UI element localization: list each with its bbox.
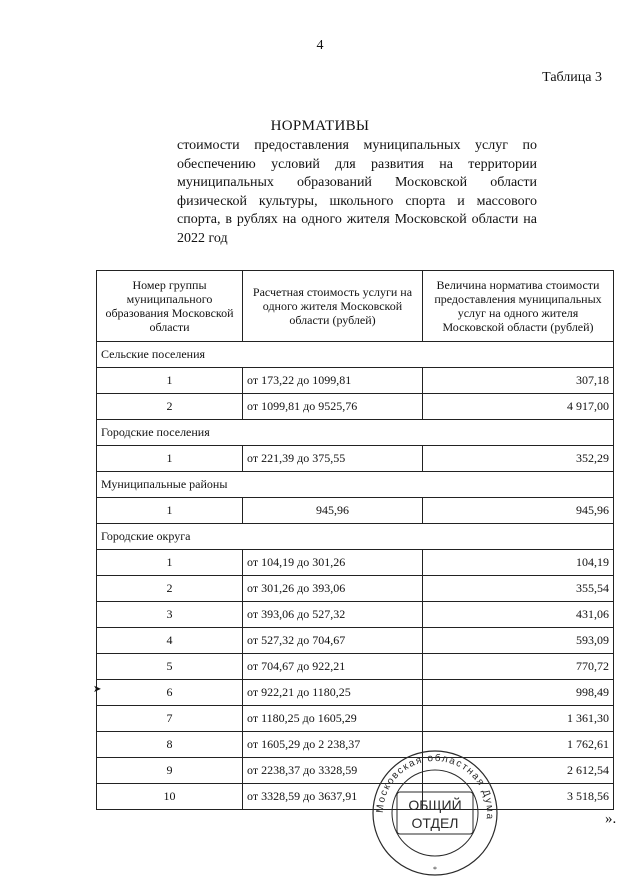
table-row <box>97 602 614 628</box>
section-title: Сельские поселения <box>97 342 614 368</box>
cell-norm-value: 770,72 <box>423 654 614 680</box>
cell-norm-value: 998,49 <box>423 680 614 706</box>
cell-group-number: 4 <box>97 628 243 654</box>
table-row <box>97 550 614 576</box>
table-row <box>97 394 614 420</box>
stamp-star-icon: * <box>433 865 437 874</box>
stamp-line-1: ОБЩИЙ <box>408 797 462 813</box>
closing-mark: ». <box>605 811 617 827</box>
table-row <box>97 446 614 472</box>
table-row <box>97 706 614 732</box>
norms-table <box>96 270 614 810</box>
stamp-line-2: ОТДЕЛ <box>411 815 459 831</box>
section-title: Городские округа <box>97 524 614 550</box>
cell-estimated-cost: от 2238,37 до 3328,59 <box>243 758 423 784</box>
cell-norm-value: 2 612,54 <box>423 758 614 784</box>
cell-estimated-cost: от 104,19 до 301,26 <box>243 550 423 576</box>
cell-estimated-cost: от 1605,29 до 2 238,37 <box>243 732 423 758</box>
section-title: Муниципальные районы <box>97 472 614 498</box>
header-estimated-cost: Расчетная стоимость услуги на одного жителя Московской области (рублей) <box>243 271 423 342</box>
margin-mark: ➤ <box>93 684 102 695</box>
table-body <box>97 342 614 810</box>
cell-group-number: 6 <box>97 680 243 706</box>
office-stamp <box>370 748 500 878</box>
cell-group-number: 10 <box>97 784 243 810</box>
table-row <box>97 576 614 602</box>
section-row <box>97 342 614 368</box>
cell-estimated-cost: от 704,67 до 922,21 <box>243 654 423 680</box>
table-row <box>97 628 614 654</box>
cell-estimated-cost: от 393,06 до 527,32 <box>243 602 423 628</box>
stamp-inner-ring <box>392 770 478 856</box>
cell-estimated-cost: от 301,26 до 393,06 <box>243 576 423 602</box>
page-number: 4 <box>316 38 324 53</box>
table-row <box>97 654 614 680</box>
table-row <box>97 784 614 810</box>
cell-norm-value: 3 518,56 <box>423 784 614 810</box>
table-label: Таблица 3 <box>542 70 602 85</box>
cell-estimated-cost: 945,96 <box>243 498 423 524</box>
section-row <box>97 420 614 446</box>
header-group-number: Номер группы муниципального образования Московской области <box>97 271 243 342</box>
cell-group-number: 7 <box>97 706 243 732</box>
stamp-ring-text: Московская областная Дума <box>374 752 496 822</box>
cell-norm-value: 352,29 <box>423 446 614 472</box>
cell-estimated-cost: от 1099,81 до 9525,76 <box>243 394 423 420</box>
cell-group-number: 1 <box>97 446 243 472</box>
cell-norm-value: 593,09 <box>423 628 614 654</box>
cell-group-number: 5 <box>97 654 243 680</box>
cell-norm-value: 104,19 <box>423 550 614 576</box>
table-header-row <box>97 271 614 342</box>
cell-group-number: 1 <box>97 550 243 576</box>
table-row <box>97 680 614 706</box>
table-row <box>97 498 614 524</box>
cell-estimated-cost: от 1180,25 до 1605,29 <box>243 706 423 732</box>
cell-group-number: 3 <box>97 602 243 628</box>
cell-estimated-cost: от 3328,59 до 3637,91 <box>243 784 423 810</box>
cell-group-number: 2 <box>97 394 243 420</box>
cell-norm-value: 1 361,30 <box>423 706 614 732</box>
cell-norm-value: 307,18 <box>423 368 614 394</box>
cell-norm-value: 355,54 <box>423 576 614 602</box>
table-row <box>97 368 614 394</box>
section-row <box>97 524 614 550</box>
cell-group-number: 9 <box>97 758 243 784</box>
cell-group-number: 2 <box>97 576 243 602</box>
document-title: НОРМАТИВЫ <box>270 118 370 134</box>
cell-group-number: 1 <box>97 368 243 394</box>
cell-group-number: 1 <box>97 498 243 524</box>
cell-norm-value: 431,06 <box>423 602 614 628</box>
cell-estimated-cost: от 527,32 до 704,67 <box>243 628 423 654</box>
table-row <box>97 758 614 784</box>
cell-estimated-cost: от 173,22 до 1099,81 <box>243 368 423 394</box>
section-title: Городские поселения <box>97 420 614 446</box>
table-row <box>97 732 614 758</box>
header-norm-value: Величина норматива стоимости предоставления муниципальных услуг на одного жителя Московской области (рублей) <box>423 271 614 342</box>
cell-estimated-cost: от 922,21 до 1180,25 <box>243 680 423 706</box>
cell-norm-value: 1 762,61 <box>423 732 614 758</box>
document-subtitle: стоимости предоставления муниципальных услуг по обеспечению условий для развития на территории муниципальных образований Московской области физической культуры, школьного спорта и массового спорта, в рублях на одного жителя Московской области на 2022 год <box>177 138 537 246</box>
cell-norm-value: 4 917,00 <box>423 394 614 420</box>
cell-group-number: 8 <box>97 732 243 758</box>
cell-estimated-cost: от 221,39 до 375,55 <box>243 446 423 472</box>
section-row <box>97 472 614 498</box>
cell-norm-value: 945,96 <box>423 498 614 524</box>
